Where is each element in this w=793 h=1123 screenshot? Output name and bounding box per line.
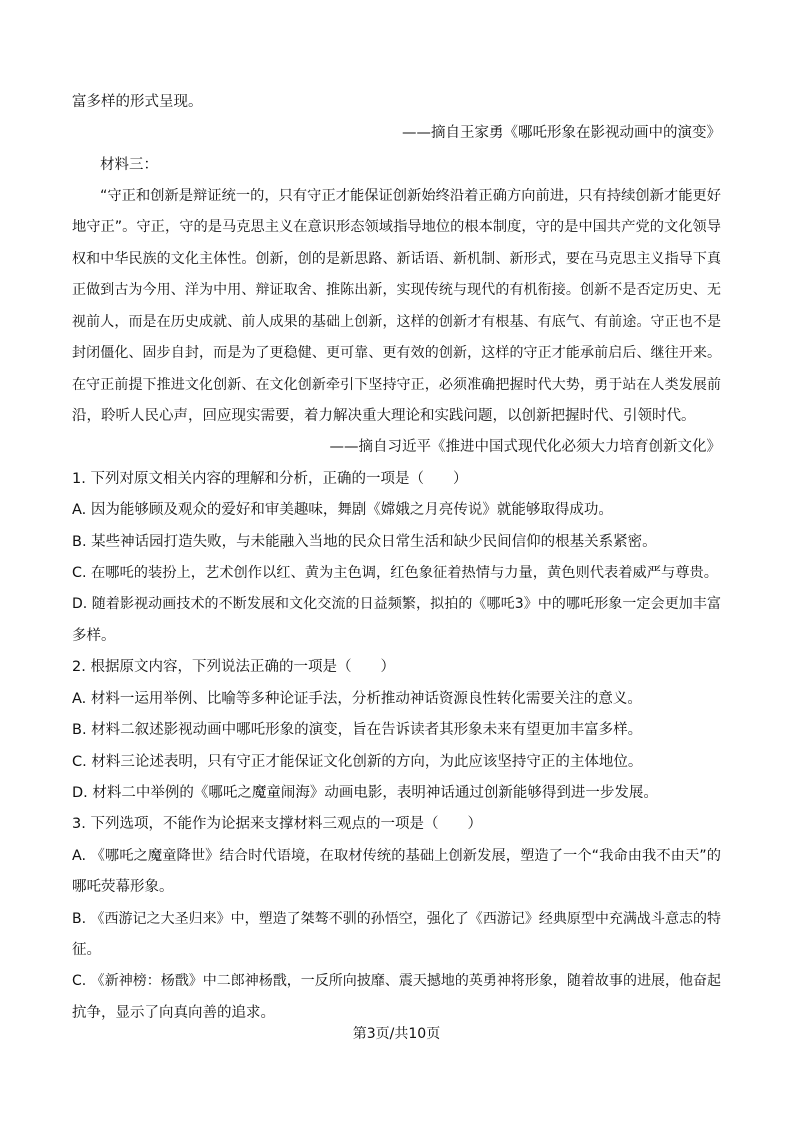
- q3-option-c: C. 《新神榜：杨戬》中二郎神杨戬，一反所向披靡、震天撼地的英勇神将形象，随着故事的进展，他奋起: [72, 973, 721, 989]
- q2-option-b: B. 材料二叙述影视动画中哪吒形象的演变，旨在告诉读者其形象未来有望更加丰富多样。: [72, 722, 643, 738]
- q1-stem: 1. 下列对原文相关内容的理解和分析，正确的一项是（ ）: [72, 471, 468, 487]
- material2-source: ——摘自王家勇《哪吒形象在影视动画中的演变》: [402, 125, 721, 141]
- material3-line: 地守正”。守正，守的是马克思主义在意识形态领域指导地位的根本制度，守的是中国共产党的文化领导: [72, 219, 721, 235]
- q3-option-a-cont: 哪吒荧幕形象。: [72, 879, 174, 895]
- material3-line: 权和中华民族的文化主体性。创新，创的是新思路、新话语、新机制、新形式，要在马克思主义指导下真: [72, 251, 721, 267]
- q2-stem: 2. 根据原文内容，下列说法正确的一项是（ ）: [72, 659, 395, 675]
- q1-option-d: D. 随着影视动画技术的不断发展和文化交流的日益频繁，拟拍的《哪吒3》中的哪吒形象一定会更加丰富: [72, 596, 721, 612]
- q1-option-b: B. 某些神话园打造失败，与未能融入当地的民众日常生活和缺少民间信仰的根基关系紧密。: [72, 534, 657, 550]
- material3-line: “守正和创新是辩证统一的，只有守正才能保证创新始终沿着正确方向前进，只有持续创新才能更好: [100, 188, 721, 204]
- material2-tail: 富多样的形式呈现。: [72, 94, 203, 110]
- q3-option-a: A. 《哪吒之魔童降世》结合时代语境，在取材传统的基础上创新发展，塑造了一个“我命由我不由天”的: [72, 848, 721, 864]
- material3-heading: 材料三：: [100, 157, 158, 173]
- material3-line: 封闭僵化、固步自封，而是为了更稳健、更可靠、更有效的创新，这样的守正才能承前启后、继往开来。: [72, 345, 721, 361]
- q3-option-b: B. 《西游记之大圣归来》中，塑造了桀骜不驯的孙悟空，强化了《西游记》经典原型中充满战斗意志的特: [72, 911, 721, 927]
- material3-line: 在守正前提下推进文化创新、在文化创新牵引下坚持守正，必须准确把握时代大势，勇于站在人类发展前: [72, 377, 721, 393]
- material3-line: 沿，聆听人民心声，回应现实需要，着力解决重大理论和实践问题，以创新把握时代、引领时代。: [72, 408, 696, 424]
- q3-option-c-cont: 抗争，显示了向真向善的追求。: [72, 1005, 275, 1021]
- material3-line: 正做到古为今用、洋为中用、辩证取舍、推陈出新，实现传统与现代的有机衔接。创新不是否定历史、无: [72, 282, 721, 298]
- q2-option-c: C. 材料三论述表明，只有守正才能保证文化创新的方向，为此应该坚持守正的主体地位。: [72, 754, 643, 770]
- q2-option-d: D. 材料二中举例的《哪吒之魔童闹海》动画电影，表明神话通过创新能够得到进一步发展。: [72, 785, 658, 801]
- q1-option-d-cont: 多样。: [72, 628, 116, 644]
- q3-stem: 3. 下列选项，不能作为论据来支撑材料三观点的一项是（ ）: [72, 816, 482, 832]
- q1-option-c: C. 在哪吒的装扮上，艺术创作以红、黄为主色调，红色象征着热情与力量，黄色则代表着威严与尊贵。: [72, 565, 719, 581]
- page-footer: 第3页/共10页: [352, 1026, 441, 1042]
- q1-option-a: A. 因为能够顾及观众的爱好和审美趣味，舞剧《嫦娥之月亮传说》就能够取得成功。: [72, 502, 613, 518]
- material3-line: 视前人，而是在历史成就、前人成果的基础上创新，这样的创新才有根基、有底气、有前途。守正也不是: [72, 314, 721, 330]
- q3-option-b-cont: 征。: [72, 942, 101, 958]
- material3-source: ——摘自习近平《推进中国式现代化必须大力培育创新文化》: [329, 439, 721, 455]
- q2-option-a: A. 材料一运用举例、比喻等多种论证手法，分析推动神话资源良性转化需要关注的意义。: [72, 691, 642, 707]
